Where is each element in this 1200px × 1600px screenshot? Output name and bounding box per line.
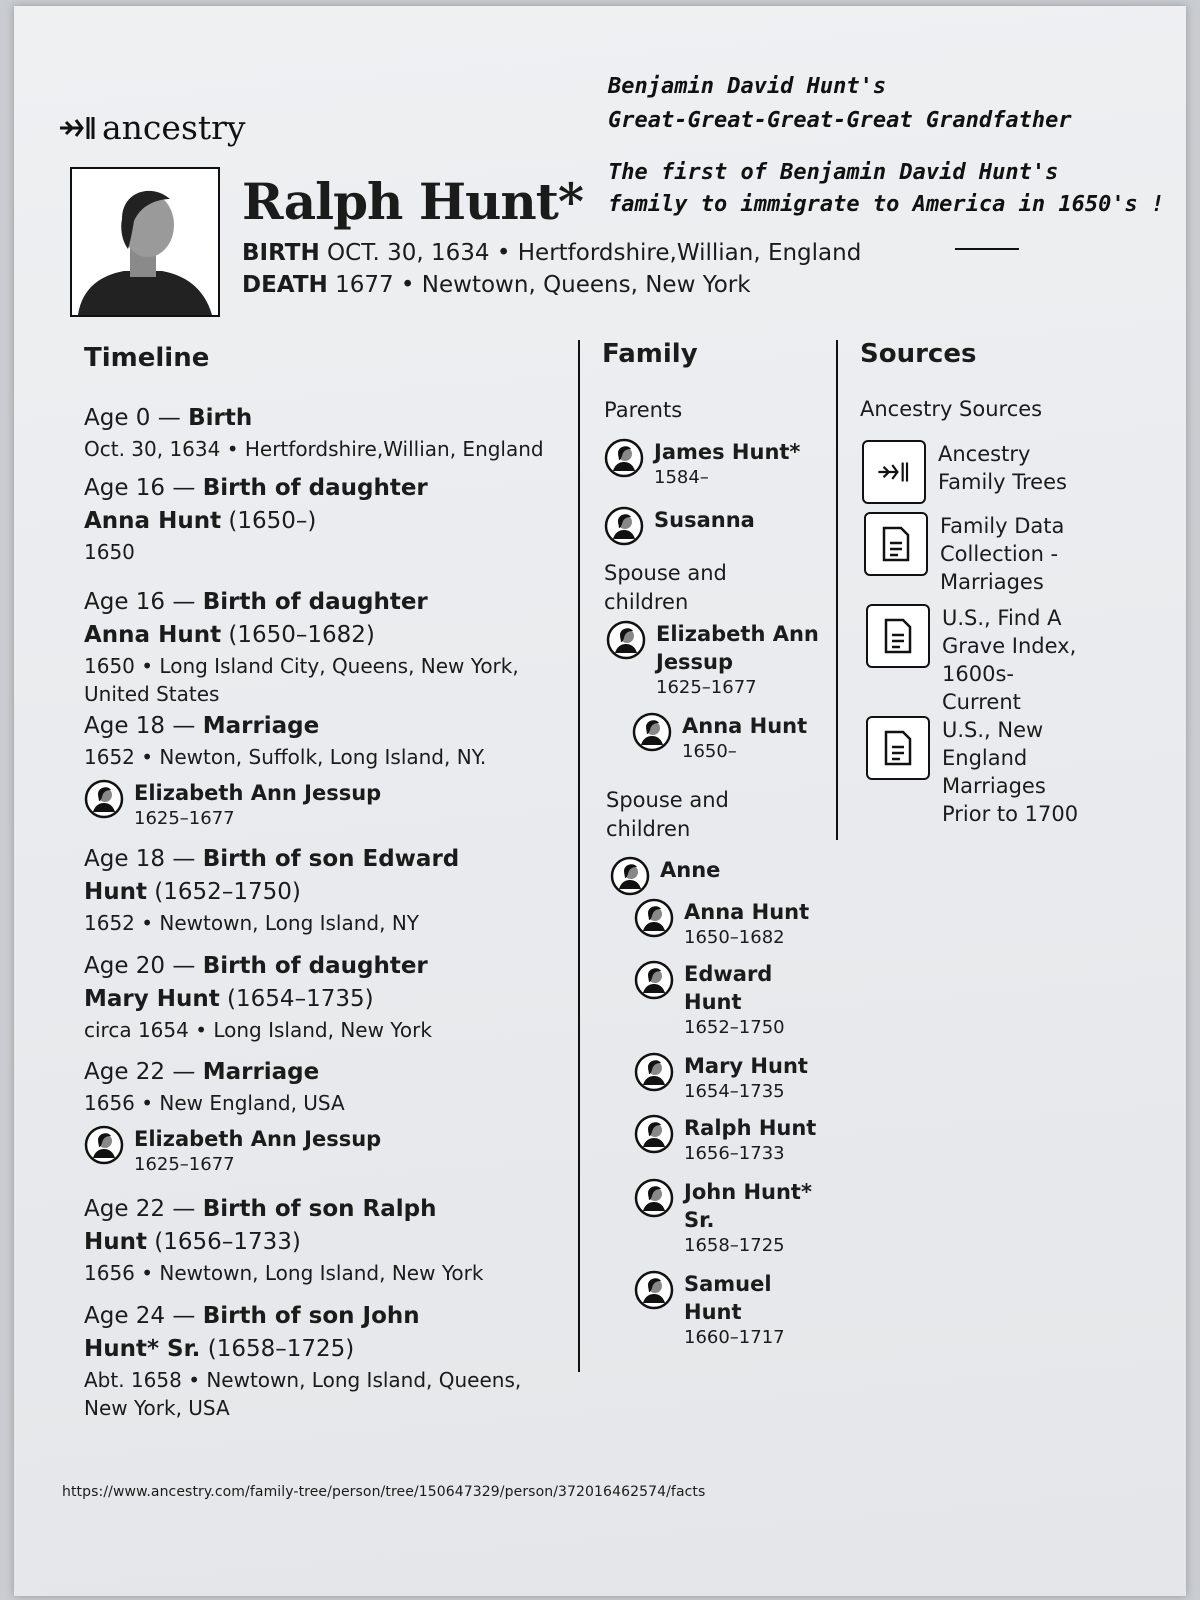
timeline-event-detail: 1656 • Newtown, Long Island, New York <box>84 1261 484 1285</box>
person-icon <box>634 960 674 1000</box>
person-text <box>684 1114 816 1166</box>
timeline-event <box>84 950 564 1044</box>
person-text <box>654 506 755 534</box>
timeline-event-type: Birth of son Ralph Hunt <box>84 1196 437 1255</box>
person-years-text: 1625–1677 <box>656 677 757 698</box>
person-text <box>684 1270 785 1350</box>
timeline-event-title: Age 20 — Birth of daughter Mary Hunt (1654–1735) <box>84 953 428 1012</box>
logo-text: ancestry <box>102 108 246 147</box>
person-text <box>134 779 381 831</box>
parent-mother[interactable] <box>604 506 755 546</box>
person-icon <box>84 779 124 819</box>
timeline-event-detail: 1656 • New England, USA <box>84 1091 345 1115</box>
timeline-heading: Timeline <box>84 343 210 373</box>
person-name-text: Elizabeth Ann Jessup <box>134 781 382 805</box>
person-icon <box>610 856 650 896</box>
person-silhouette-icon <box>72 169 218 315</box>
timeline-event <box>84 586 564 708</box>
ancestry-sources-label: Ancestry Sources <box>860 397 1043 421</box>
timeline-event-type: Birth of son Edward Hunt <box>84 846 460 905</box>
source-title: U.S., Find A Grave Index, 1600s-Current <box>942 606 1077 714</box>
person-name-text: Elizabeth Ann Jessup <box>656 622 819 674</box>
timeline-event-title: Age 22 — Marriage <box>84 1059 320 1085</box>
timeline-event-title: Age 16 — Birth of daughter Anna Hunt (1650–) <box>84 475 428 534</box>
timeline-event-detail: Oct. 30, 1634 • Hertfordshire,Willian, England <box>84 437 544 461</box>
profile-avatar <box>70 167 220 317</box>
timeline-event-type: Marriage <box>202 713 320 739</box>
timeline-family-divider <box>578 340 580 1372</box>
person-name-text: Anna Hunt <box>682 714 808 738</box>
birth-line <box>242 240 861 266</box>
timeline-event <box>84 843 564 937</box>
ancestry-leaf-icon <box>58 113 98 143</box>
timeline-event-type: Birth of daughter Mary Hunt <box>84 953 428 1012</box>
spouse-2[interactable] <box>610 856 720 896</box>
timeline-event-detail: 1650 <box>84 540 135 564</box>
timeline-event-title: Age 18 — Marriage <box>84 713 320 739</box>
person-name-text: Samuel Hunt <box>684 1272 772 1324</box>
source-title: Family Data Collection - Marriages <box>940 514 1065 594</box>
parents-label: Parents <box>604 398 683 422</box>
person-years-text: 1584– <box>654 467 709 488</box>
person-text <box>660 856 720 884</box>
spouse-1[interactable] <box>606 620 826 700</box>
timeline-event-range: (1656–1733) <box>147 1229 301 1255</box>
timeline-event-type: Birth of son John Hunt* Sr. <box>84 1303 420 1362</box>
person-years-text: 1625–1677 <box>134 1154 235 1175</box>
timeline-event-range: (1658–1725) <box>200 1336 355 1362</box>
person-text <box>134 1125 381 1177</box>
timeline-event-detail: circa 1654 • Long Island, New York <box>84 1018 432 1042</box>
person-years-text: 1660–1717 <box>684 1327 785 1348</box>
page-url: https://www.ancestry.com/family-tree/person/tree/150647329/person/372016462574/facts <box>62 1484 706 1500</box>
person-text <box>656 620 826 700</box>
spouse-2-child[interactable] <box>634 1052 808 1104</box>
spouse-children-label-1: Spouse and children <box>604 561 727 614</box>
source-item[interactable] <box>866 604 1082 716</box>
person-years-text: 1656–1733 <box>684 1143 785 1164</box>
document-icon <box>866 604 930 668</box>
family-heading: Family <box>602 339 698 369</box>
person-text <box>684 1178 814 1258</box>
person-text <box>682 712 807 764</box>
birth-label: BIRTH <box>242 240 320 266</box>
source-item[interactable] <box>866 716 1092 828</box>
timeline-event-title: Age 24 — Birth of son John Hunt* Sr. (1658–1725) <box>84 1303 420 1362</box>
spouse-2-child[interactable] <box>634 1114 816 1166</box>
timeline-event-title: Age 0 — Birth <box>84 405 253 431</box>
person-icon <box>84 1125 124 1165</box>
person-icon <box>632 712 672 752</box>
death-label: DEATH <box>242 272 328 298</box>
handwritten-underline <box>955 248 1019 250</box>
spouse-2-child[interactable] <box>634 1270 785 1350</box>
timeline-event-type: Marriage <box>202 1059 320 1085</box>
person-name-text: Susanna <box>654 508 755 532</box>
ancestry-logo <box>58 108 246 147</box>
spouse-2-child[interactable] <box>634 1178 814 1258</box>
spouse-2-child[interactable] <box>634 960 785 1040</box>
person-text <box>684 1052 808 1104</box>
person-icon <box>634 898 674 938</box>
timeline-event-title: Age 22 — Birth of son Ralph Hunt (1656–1733) <box>84 1196 437 1255</box>
death-value: 1677 • Newtown, Queens, New York <box>335 272 751 298</box>
source-title: U.S., New England Marriages Prior to 1700 <box>942 718 1079 826</box>
handwritten-note-line-1: Benjamin David Hunt's <box>608 74 887 99</box>
parent-father[interactable] <box>604 438 800 490</box>
timeline-event-detail: Abt. 1658 • Newtown, Long Island, Queens, New York, USA <box>84 1368 522 1420</box>
person-name-text: Anna Hunt <box>684 900 810 924</box>
spouse-children-label-2: Spouse and children <box>606 788 729 841</box>
person-name-text: Anne <box>660 858 721 882</box>
timeline-event-range: (1652–1750) <box>147 879 301 905</box>
sources-heading: Sources <box>860 339 977 369</box>
person-icon <box>634 1270 674 1310</box>
person-name-text: Mary Hunt <box>684 1054 808 1078</box>
leaf-icon <box>862 440 926 504</box>
spouse-2-child[interactable] <box>634 898 809 950</box>
person-name-text: James Hunt* <box>654 440 801 464</box>
person-years-text: 1650– <box>682 741 737 762</box>
person-icon <box>634 1114 674 1154</box>
person-icon <box>606 620 646 660</box>
document-icon <box>866 716 930 780</box>
person-icon <box>634 1052 674 1092</box>
person-icon <box>604 438 644 478</box>
spouse-1-child[interactable] <box>632 712 807 764</box>
death-line <box>242 272 751 298</box>
timeline-event-type: Birth <box>188 405 253 431</box>
source-title: Ancestry Family Trees <box>938 442 1067 494</box>
timeline-event <box>84 472 564 566</box>
person-name-text: Edward Hunt <box>684 962 773 1014</box>
person-icon <box>604 506 644 546</box>
person-years-text: 1625–1677 <box>134 808 235 829</box>
source-item[interactable] <box>864 512 1080 596</box>
handwritten-note-line-3: The first of Benjamin David Hunt's <box>608 160 1059 185</box>
timeline-event-range: (1650–) <box>221 508 317 534</box>
timeline-event-detail: 1650 • Long Island City, Queens, New York, United States <box>84 654 519 706</box>
person-name-text: John Hunt* Sr. <box>684 1180 812 1232</box>
person-name: Ralph Hunt* <box>242 172 584 231</box>
person-text <box>684 898 809 950</box>
timeline-event-title: Age 16 — Birth of daughter Anna Hunt (1650–1682) <box>84 589 428 648</box>
timeline-event-detail: 1652 • Newtown, Long Island, NY <box>84 911 420 935</box>
document-icon <box>864 512 928 576</box>
timeline-event <box>84 710 564 831</box>
person-years-text: 1650–1682 <box>684 927 785 948</box>
birth-value: OCT. 30, 1634 • Hertfordshire,Willian, England <box>327 240 862 266</box>
timeline-event-range: (1650–1682) <box>221 622 375 648</box>
person-icon <box>634 1178 674 1218</box>
timeline-event-spouse[interactable] <box>84 1125 564 1177</box>
family-sources-divider <box>836 340 838 840</box>
person-years-text: 1658–1725 <box>684 1235 785 1256</box>
handwritten-note-line-4: family to immigrate to America in 1650's ! <box>608 192 1165 217</box>
timeline-event-detail: 1652 • Newton, Suffolk, Long Island, NY. <box>84 745 487 769</box>
timeline-event <box>84 402 564 463</box>
timeline-event-spouse[interactable] <box>84 779 564 831</box>
timeline-event-type: Birth of daughter Anna Hunt <box>84 475 428 534</box>
person-years-text: 1652–1750 <box>684 1017 785 1038</box>
timeline-event <box>84 1300 564 1422</box>
person-text <box>654 438 800 490</box>
handwritten-note-line-2: Great-Great-Great-Great Grandfather <box>608 108 1072 133</box>
person-text <box>684 960 785 1040</box>
timeline-event-range: (1654–1735) <box>219 986 374 1012</box>
person-name-text: Elizabeth Ann Jessup <box>134 1127 382 1151</box>
person-name-text: Ralph Hunt <box>684 1116 817 1140</box>
timeline-event <box>84 1193 564 1287</box>
source-item[interactable] <box>862 440 1078 504</box>
timeline-event <box>84 1056 564 1177</box>
timeline-event-title: Age 18 — Birth of son Edward Hunt (1652–1750) <box>84 846 460 905</box>
person-years-text: 1654–1735 <box>684 1081 785 1102</box>
timeline-event-type: Birth of daughter Anna Hunt <box>84 589 428 648</box>
